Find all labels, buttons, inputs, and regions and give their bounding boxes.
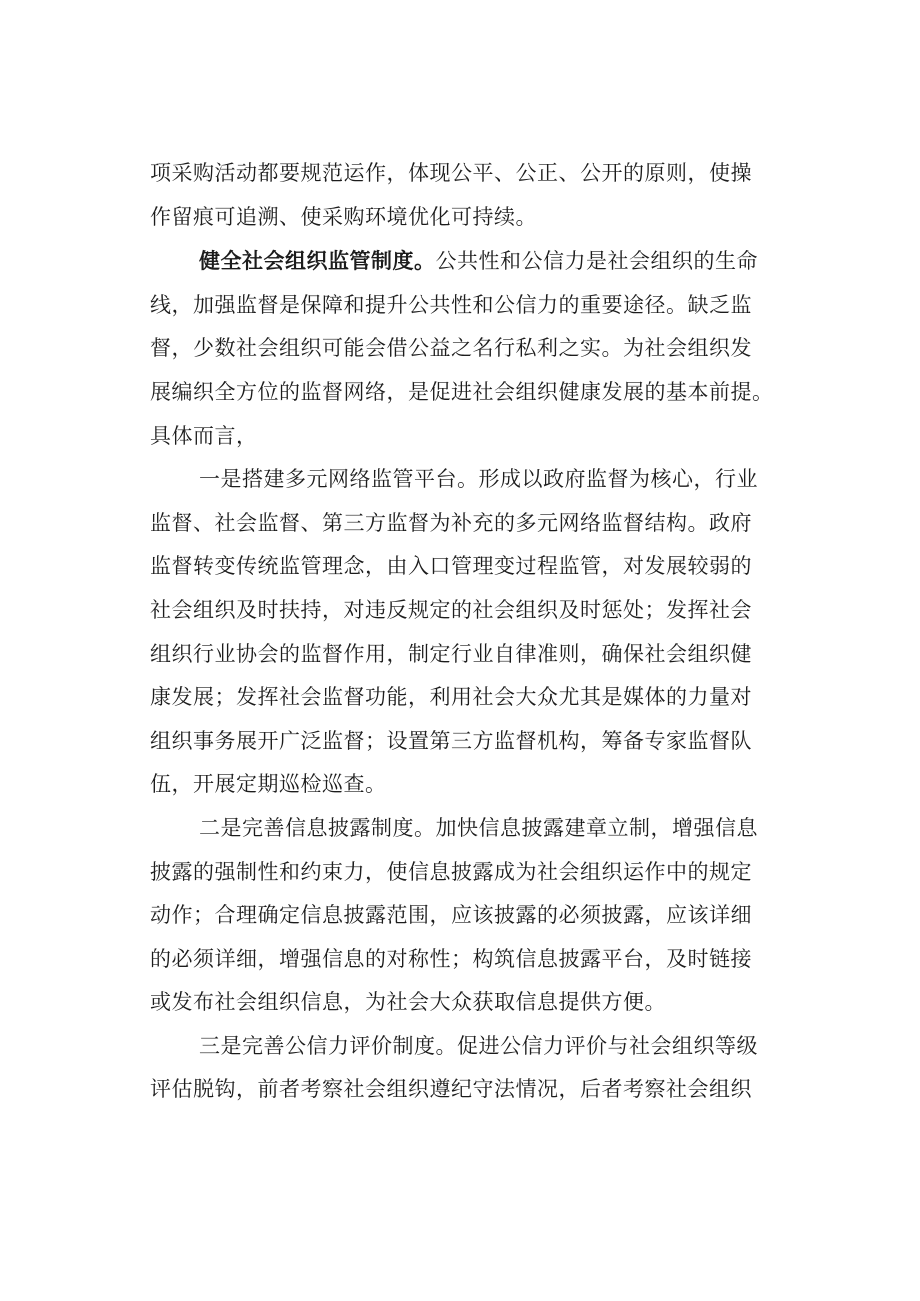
text-span: 公共性和公信力是社会组织的生命 [435,249,758,274]
text-line: 评估脱钩，前者考察社会组织遵纪守法情况，后者考察社会组织 [150,1077,752,1102]
document-body [150,152,810,1112]
text-line: 具体而言， [150,423,258,448]
text-line: 康发展；发挥社会监督功能，利用社会大众尤其是媒体的力量对 [150,685,752,710]
section-heading: 健全社会组织监管制度。 [199,248,436,274]
text-line: 一是搭建多元网络监管平台。形成以政府监督为核心，行业 [199,467,758,492]
text-line: 监督转变传统监管理念，由入口管理变过程监管，对发展较弱的 [150,554,752,579]
text-line: 披露的强制性和约束力，使信息披露成为社会组织运作中的规定 [150,859,752,884]
text-line: 的必须详细，增强信息的对称性；构筑信息披露平台，及时链接 [150,946,752,971]
text-line: 动作；合理确定信息披露范围，应该披露的必须披露，应该详细 [150,903,752,928]
text-line: 伍，开展定期巡检巡查。 [150,772,387,797]
text-line: 三是完善公信力评价制度。促进公信力评价与社会组织等级 [199,1033,758,1058]
text-line: 组织事务展开广泛监督；设置第三方监督机构，筹备专家监督队 [150,728,752,753]
text-line: 组织行业协会的监督作用，制定行业自律准则，确保社会组织健 [150,641,752,666]
text-line: 项采购活动都要规范运作，体现公平、公正、公开的原则，使操 [150,161,752,185]
text-line: 社会组织及时扶持，对违反规定的社会组织及时惩处；发挥社会 [150,597,752,622]
text-line: 或发布社会组织信息，为社会大众获取信息提供方便。 [150,990,666,1015]
text-line: 二是完善信息披露制度。加快信息披露建章立制，增强信息 [199,815,758,840]
text-line: 线，加强监督是保障和提升公共性和公信力的重要途径。缺乏监 [150,292,752,317]
text-line: 督，少数社会组织可能会借公益之名行私利之实。为社会组织发 [150,336,752,361]
text-line: 展编织全方位的监督网络，是促进社会组织健康发展的基本前提。 [150,379,774,404]
text-line: 监督、社会监督、第三方监督为补充的多元网络监督结构。政府 [150,510,752,535]
text-line: 作留痕可追溯、使采购环境优化可持续。 [150,204,537,229]
section-heading-line [150,239,810,284]
